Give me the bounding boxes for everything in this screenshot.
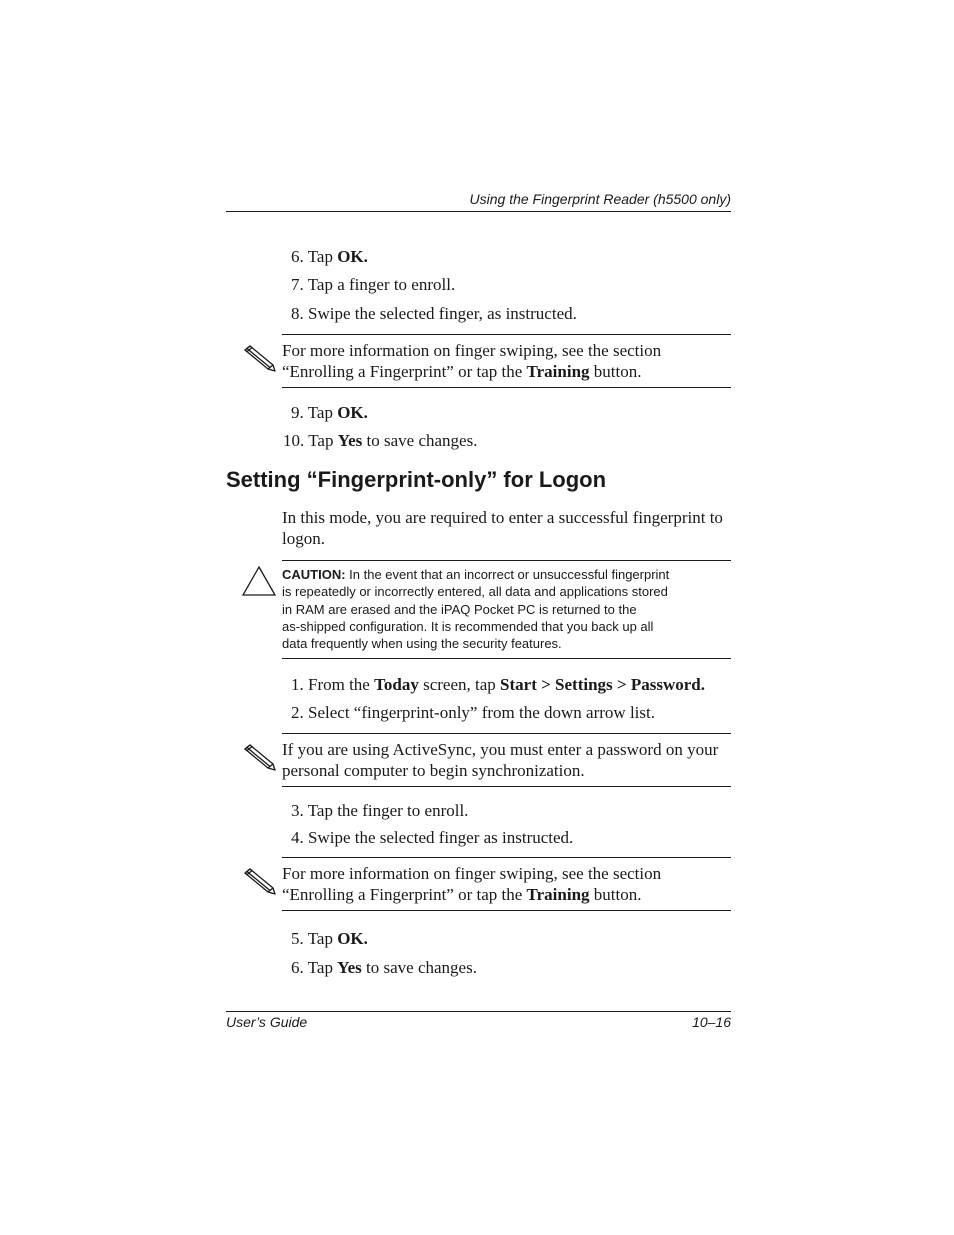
- step-10: 10. Tap Yes to save changes.: [283, 431, 478, 450]
- note2-text: If you are using ActiveSync, you must enter a password on your personal computer to begin synchronization.: [282, 740, 719, 780]
- caution-bottom-rule: [282, 658, 731, 659]
- section-intro: In this mode, you are required to enter a successful fingerprint to logon.: [282, 508, 723, 548]
- pencil-note-icon: [242, 742, 276, 772]
- step-3: 3. Tap the finger to enroll.: [291, 801, 469, 820]
- page-number: 10–16: [692, 1014, 731, 1030]
- step-8: 8. Swipe the selected finger, as instructed.: [291, 304, 577, 323]
- caution-triangle-icon: [241, 565, 277, 597]
- pencil-note-icon: [242, 866, 276, 896]
- step-9: 9. Tap OK.: [291, 403, 368, 422]
- note1-bottom-rule: [282, 387, 731, 388]
- step-7: 7. Tap a finger to enroll.: [291, 275, 456, 294]
- step-1: 1. From the Today screen, tap Start > Settings > Password.: [291, 675, 705, 694]
- footer-left: User’s Guide: [226, 1014, 308, 1030]
- note2-bottom-rule: [282, 786, 731, 787]
- step-6: 6. Tap OK.: [291, 247, 368, 266]
- step-5: 5. Tap OK.: [291, 929, 368, 948]
- note2-top-rule: [282, 733, 731, 734]
- pencil-note-icon: [242, 343, 276, 373]
- step-6-final: 6. Tap Yes to save changes.: [291, 958, 477, 977]
- step-4: 4. Swipe the selected finger as instructed.: [291, 828, 574, 847]
- note3-text: For more information on finger swiping, see the section “Enrolling a Fingerprint” or tap the Training button.: [282, 864, 662, 904]
- note1-top-rule: [282, 334, 731, 335]
- footer-rule: [226, 1011, 731, 1012]
- note3-top-rule: [282, 857, 731, 858]
- note1-text: For more information on finger swiping, see the section “Enrolling a Fingerprint” or tap the Training button.: [282, 341, 662, 381]
- section-heading: Setting “Fingerprint-only” for Logon: [226, 467, 607, 492]
- header-rule: [226, 211, 731, 212]
- note3-bottom-rule: [282, 910, 731, 911]
- caution-top-rule: [282, 560, 731, 561]
- caution-text: CAUTION: In the event that an incorrect or unsuccessful fingerprint is repeatedly or incorrectly entered, all data and applications stored in RAM are erased and the iPAQ Pocket PC is returned to the as-shipped configuration. It is recommended that you back up all data frequently when using the security features.: [282, 567, 670, 652]
- running-header: Using the Fingerprint Reader (h5500 only): [469, 191, 731, 207]
- step-2: 2. Select “fingerprint-only” from the down arrow list.: [291, 703, 655, 722]
